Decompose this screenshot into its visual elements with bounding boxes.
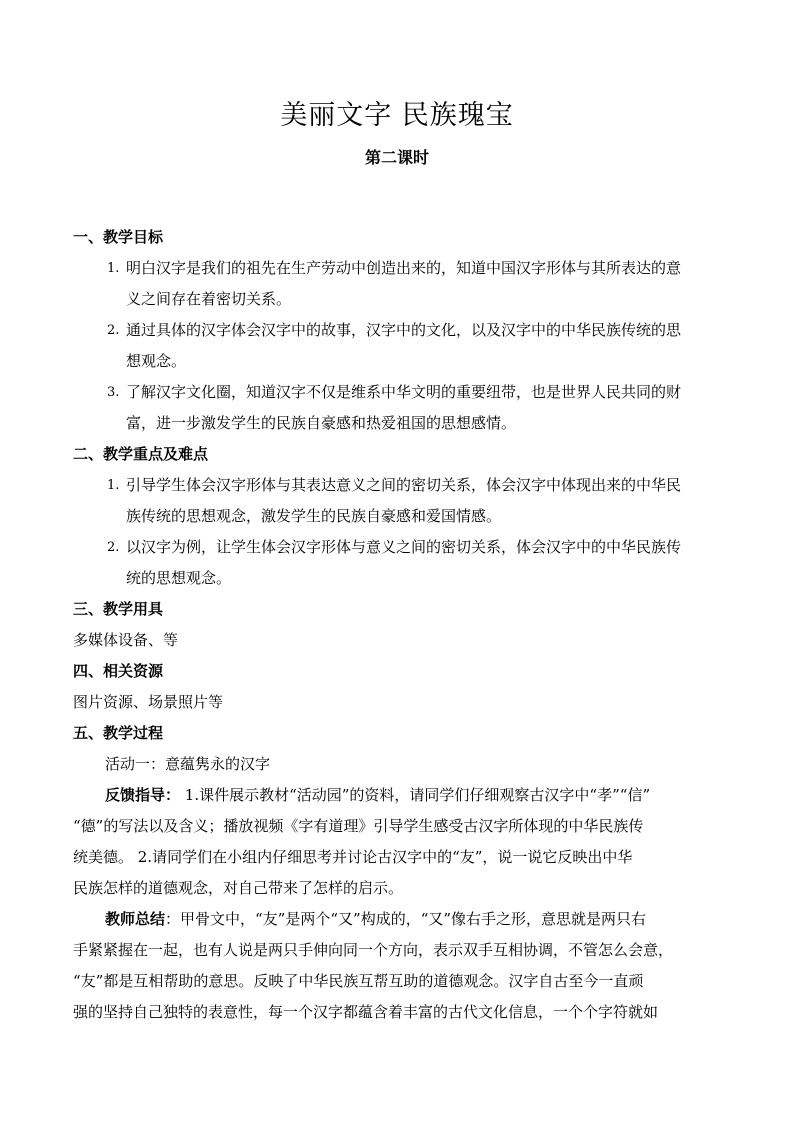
list-number: 2. bbox=[107, 540, 120, 555]
section-heading-resources: 四、相关资源 bbox=[73, 662, 164, 680]
document-title: 美丽文字 民族瑰宝 bbox=[280, 100, 514, 131]
section-heading-process: 五、教学过程 bbox=[73, 724, 164, 742]
section-heading-objectives: 一、教学目标 bbox=[73, 228, 164, 246]
summary-text: ：甲骨文中，“友”是两个“又”构成的，“又”像右手之形，意思就是两只右 bbox=[165, 910, 647, 928]
list-text-line: 族传统的思想观念，激发学生的民族自豪感和爱国情感。 bbox=[126, 507, 502, 525]
list-text-line: 引导学生体会汉字形体与其表达意义之间的密切关系，体会汉字中体现出来的中华民 bbox=[126, 476, 682, 494]
activity-title bbox=[73, 749, 723, 780]
list-number: 2. bbox=[107, 323, 120, 338]
document-body bbox=[73, 222, 723, 1028]
list-text-line: 通过具体的汉字体会汉字中的故事，汉字中的文化，以及汉字中的中华民族传统的思 bbox=[126, 321, 682, 339]
feedback-line: 民族怎样的道德观念，对自己带来了怎样的启示。 bbox=[73, 879, 404, 897]
list-text-line: 明白汉字是我们的祖先在生产劳动中创造出来的，知道中国汉字形体与其所表达的意 bbox=[126, 259, 682, 277]
list-number: 3. bbox=[107, 385, 120, 400]
list-number: 1. bbox=[107, 478, 120, 493]
list-item bbox=[73, 315, 723, 377]
summary-label: 教师总结 bbox=[105, 910, 166, 928]
section-heading-tools: 三、教学用具 bbox=[73, 600, 164, 618]
summary-line bbox=[73, 904, 723, 935]
list-item bbox=[73, 470, 723, 532]
feedback-line: “德”的写法以及含义；播放视频《字有道理》引导学生感受古汉字所体现的中华民族传 bbox=[73, 817, 644, 835]
list-text-line: 富，进一步激发学生的民族自豪感和热爱祖国的思想感情。 bbox=[126, 414, 517, 432]
list-text-line: 统的思想观念。 bbox=[126, 569, 232, 587]
summary-line: 强的坚持自己独特的表意性，每一个汉字都蕴含着丰富的古代文化信息，一个个字符就如 bbox=[73, 1003, 659, 1021]
list-item bbox=[73, 377, 723, 439]
list-text-line: 想观念。 bbox=[126, 352, 187, 370]
tools-text: 多媒体设备、等 bbox=[73, 631, 179, 649]
summary-line: 手紧紧握在一起，也有人说是两只手伸向同一个方向，表示双手互相协调，不管怎么会意， bbox=[73, 941, 674, 959]
summary-line: “友”都是互相帮助的意思。反映了中华民族互帮互助的道德观念。汉字自古至今一直顽 bbox=[73, 972, 644, 990]
feedback-label: 反馈指导： bbox=[105, 786, 181, 804]
list-number: 1. bbox=[107, 261, 120, 276]
feedback-line: 统美德。 2.请同学们在小组内仔细思考并讨论古汉字中的“友”，说一说它反映出中华 bbox=[73, 848, 633, 866]
list-text-line: 了解汉字文化圈，知道汉字不仅是维系中华文明的重要纽带，也是世界人民共同的财 bbox=[126, 383, 682, 401]
section-heading-key-points: 二、教学重点及难点 bbox=[73, 445, 209, 463]
feedback-paragraph bbox=[73, 780, 723, 904]
feedback-text: 1.课件展示教材“活动园”的资料，请同学们仔细观察古汉字中“孝”“信” bbox=[180, 786, 651, 804]
feedback-line bbox=[73, 780, 723, 811]
summary-paragraph bbox=[73, 904, 723, 1028]
activity-title-text: 活动一：意蕴隽永的汉字 bbox=[105, 755, 271, 773]
list-item bbox=[73, 532, 723, 594]
document-subtitle: 第二课时 bbox=[364, 148, 429, 167]
list-text-line: 义之间存在着密切关系。 bbox=[126, 290, 292, 308]
list-text-line: 以汉字为例，让学生体会汉字形体与意义之间的密切关系，体会汉字中的中华民族传 bbox=[126, 538, 682, 556]
list-item bbox=[73, 253, 723, 315]
resources-text: 图片资源、场景照片等 bbox=[73, 693, 224, 711]
